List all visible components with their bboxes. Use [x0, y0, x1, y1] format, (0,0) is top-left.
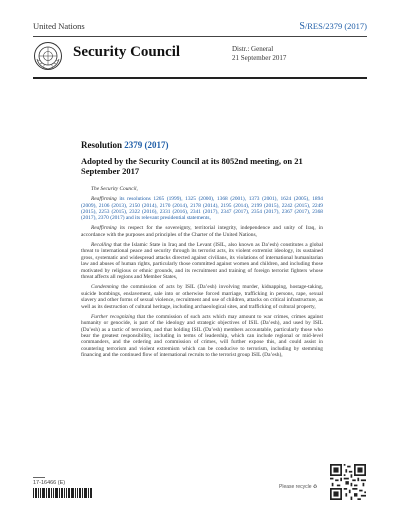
recycle-note [279, 484, 317, 490]
recycle-icon: ♻ [312, 484, 318, 490]
symbol-prefix: S [299, 21, 305, 32]
resolution-label: Resolution [81, 140, 125, 150]
paragraph-lead: Reaffirming [91, 196, 117, 203]
title-divider [33, 77, 367, 79]
paragraph-4: Condemning the commission of acts by ISIL (Da’esh) involving murder, kidnapping, hostage-taking, suicide bombings, enslavement, sale into or otherwise forced marriage, trafficking in persons, rape, sexual slavery and other forms of sexual violence, recruitment and use of children, attacks on critical infrastructure, as well as its destruction of cultural heritage, including archaeological sites, and trafficking of cultural property, [81, 284, 323, 310]
resolution-number-link[interactable]: 2379 (2017) [124, 140, 169, 150]
paragraph-lead: Reaffirming [91, 225, 117, 232]
council-name: Security Council [73, 44, 181, 60]
organization-name: United Nations [33, 21, 85, 31]
paragraph-1 [81, 196, 323, 222]
recycle-label: Please recycle [279, 484, 312, 490]
paragraph-lead: Recalling [91, 241, 112, 248]
barcode-icon [33, 488, 93, 498]
resolution-body [81, 186, 323, 362]
symbol-number: /RES/2379 (2017) [304, 21, 367, 31]
un-emblem-icon [33, 41, 63, 71]
footer-divider [33, 477, 45, 478]
paragraph-lead: Further recognizing [91, 313, 136, 320]
document-symbol[interactable] [299, 21, 367, 32]
header-divider [33, 36, 367, 37]
distribution-block [232, 45, 286, 63]
document-date: 21 September 2017 [232, 54, 287, 62]
opening-line: The Security Council, [91, 186, 138, 192]
job-number: 17-16466 (E) [33, 480, 66, 486]
paragraph-2: Reaffirming its respect for the sovereignty, territorial integrity, independence and unity of Iraq, in accordance with the purposes and principles of the Charter of the United Nations, [81, 225, 323, 238]
adoption-statement: Adopted by the Security Council at its 8052nd meeting, on 21 September 2017 [81, 156, 303, 176]
paragraph-lead: Condemning [91, 284, 119, 291]
paragraph-3: Recalling that the Islamic State in Iraq and the Levant (ISIL, also known as Da’esh) constitutes a global threat to international peace and security through its terrorist acts, its violent extremist ideology, its sustained gross, systematic and widespread attacks directed against civilians, its violations of international humanitarian law and abuses of human rights, particularly those committed against women and children, and including those motivated by religious or ethnic grounds, and its recruitment and training of foreign terrorist fighters whose threat affects all regions and Member States, [81, 241, 323, 281]
resolution-links[interactable]: its resolutions 1265 (1999), 1325 (2000), 1368 (2001), 1373 (2001), 1624 (2005), 1894 (2009), 2106 (2013), 2150 (2014), 2170 (2014), 2178 (2014), 2195 (2014), 2199 (2015), 2242 (2015), 2249 (2015), 2253 (2015), 2322 (2016), 2331 (2016), 2341 (2017), 2347 (2017), 2354 (2017), 2367 (2017), 2368 (2017), 2370 (2017) and its relevant presidential statements, [81, 196, 323, 222]
resolution-title [81, 140, 169, 150]
paragraph-5: Further recognizing that the commission of such acts which may amount to war crimes, crimes against humanity or genocide, is part of the ideology and strategic objectives of ISIL (Da’esh), and used by ISIL (Da’esh) as a tactic of terrorism, and that holding ISIL (Da’esh) members accountable, particularly those who bear the greatest responsibility, including in terms of leadership, which can include regional or mid-level commanders, and the ordering and commission of crimes, will further expose this, and could assist in countering terrorism and violent extremism which can be conducive to terrorism, including by stemming financing and the continued flow of international recruits to the terrorist group ISIL (Da’esh), [81, 313, 323, 359]
distribution-label: Distr.: General [232, 45, 274, 53]
qr-code-icon[interactable] [330, 464, 366, 500]
